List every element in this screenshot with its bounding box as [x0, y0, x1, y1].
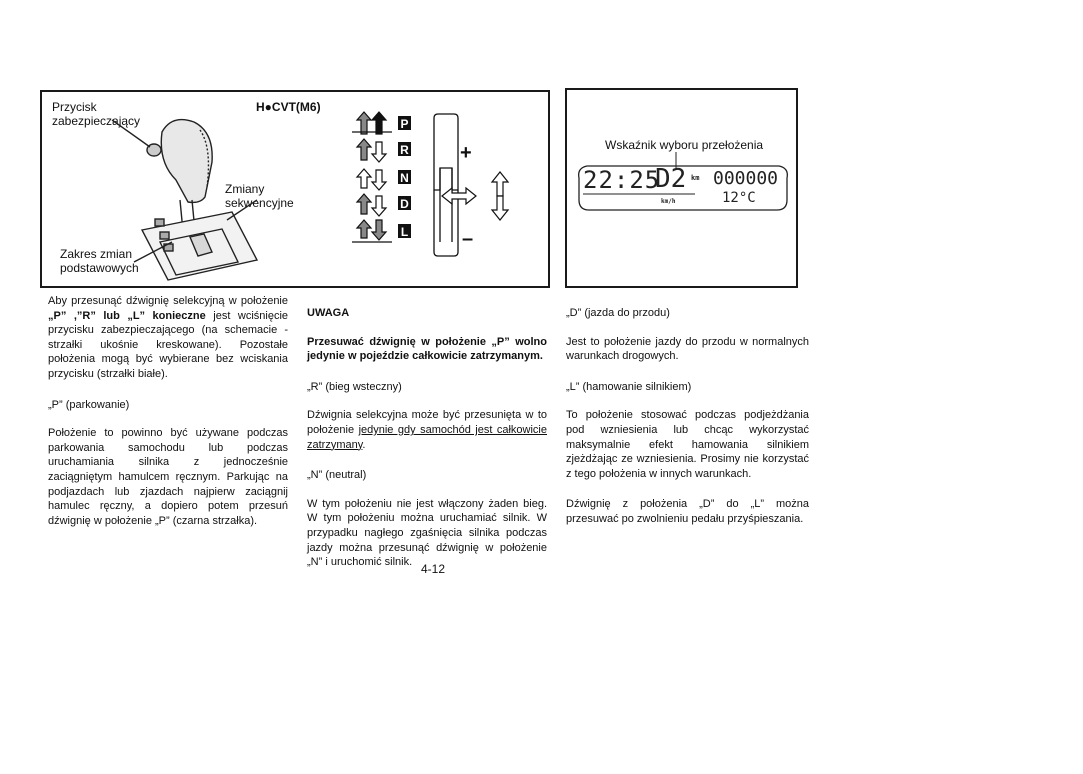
- gear-d-icon: D: [398, 196, 411, 210]
- intro-text-bold: „P” ,”R” lub „L” konieczne: [48, 309, 206, 322]
- n-heading: „N” (neutral): [307, 469, 367, 482]
- d-to-l-text: Dźwignię z położenia „D” do „L” można przesuwać po zwolnieniu pedału przyśpieszania.: [566, 498, 809, 525]
- unit-kmh: km/h: [661, 198, 676, 205]
- model-label: H●CVT(M6): [256, 100, 321, 114]
- range-label: Zakres zmian podstawowych: [60, 247, 139, 275]
- page-number: 4-12: [421, 562, 446, 576]
- warning-text: Przesuwać dźwignię w położenie „P” wolno jedynie w pojeździe całkowicie zatrzymanym.: [307, 335, 547, 363]
- gear-indicator-figure: [565, 88, 798, 288]
- plus-sign: +: [460, 142, 472, 164]
- odometer-display: 000000: [713, 168, 779, 189]
- temperature-display: 12°C: [722, 190, 756, 206]
- r-heading: „R” (bieg wsteczny): [307, 380, 402, 393]
- column-3: [566, 306, 809, 543]
- n-text: W tym położeniu nie jest włączony żaden bieg. W tym położeniu można uruchamiać silnik. W przypadku nagłego zgaśnięcia silnika podczas jazdy można przesunąć dźwignię w położenie „N” i uruchomić silnik.: [307, 497, 547, 569]
- intro-paragraph: [48, 294, 288, 382]
- unit-km: km: [691, 174, 700, 182]
- r-text-start: Dźwignia selekcyjna może być przesunięta w to położenie: [307, 409, 547, 436]
- r-text-underlined: jedynie gdy samochód jest całkowicie zatrzymany: [307, 423, 547, 451]
- intro-text-end: jest wciśnięcie przycisku zabezpieczającego (na schemacie - strzałki ukośnie kreskowane). Pozostałe położenia mogą być wybierane bez wciskania przycisku (strzałki białe).: [48, 309, 288, 380]
- shift-lever-figure: [40, 90, 550, 288]
- d-text: Jest to położenie jazdy do przodu w normalnych warunkach drogowych.: [566, 335, 809, 363]
- column-1: [48, 294, 288, 544]
- p-text: Położenie to powinno być używane podczas parkowania samochodu lub podczas uruchamiania silnika z jednocześnie zaciągniętym hamulcem ręcznym. Parkując na podjazdach lub zjazdach najpierw zaciągnij hamulec ręczny, a dopiero potem przesuń dźwignię w położenie „P” (czarna strzałka).: [48, 427, 288, 527]
- gear-display: D2: [655, 164, 687, 194]
- clock-display: 22:25: [583, 166, 661, 194]
- p-heading: „P” (parkowanie): [48, 398, 130, 411]
- intro-text-start: Aby przesunąć dźwignię selekcyjną w położenie: [48, 295, 288, 307]
- column-2: [307, 306, 547, 586]
- l-text: To położenie stosować podczas podjeżdżania pod wzniesienia lub chcąc wykorzystać maksymalnie efekt hamowania silnikiem zjeżdżając ze wzniesienia. Prosimy nie korzystać z tego położenia w innych warunkach.: [566, 409, 809, 480]
- r-text: [307, 408, 547, 452]
- sequential-label: Zmiany sekwencyjne: [225, 182, 294, 210]
- warning-heading: UWAGA: [307, 307, 350, 319]
- button-label: Przycisk zabezpieczający: [52, 100, 141, 128]
- gear-r-icon: R: [398, 142, 411, 156]
- l-heading: „L” (hamowanie silnikiem): [566, 380, 692, 393]
- indicator-label: Wskaźnik wyboru przełożenia: [605, 138, 764, 152]
- gear-n-icon: N: [398, 170, 411, 184]
- d-heading: „D” (jazda do przodu): [566, 307, 670, 319]
- shift-lever-drawing: [42, 92, 548, 286]
- gear-p-icon: P: [398, 116, 411, 130]
- minus-sign: –: [462, 228, 474, 250]
- gear-l-icon: L: [398, 224, 411, 238]
- r-text-end: .: [362, 438, 366, 451]
